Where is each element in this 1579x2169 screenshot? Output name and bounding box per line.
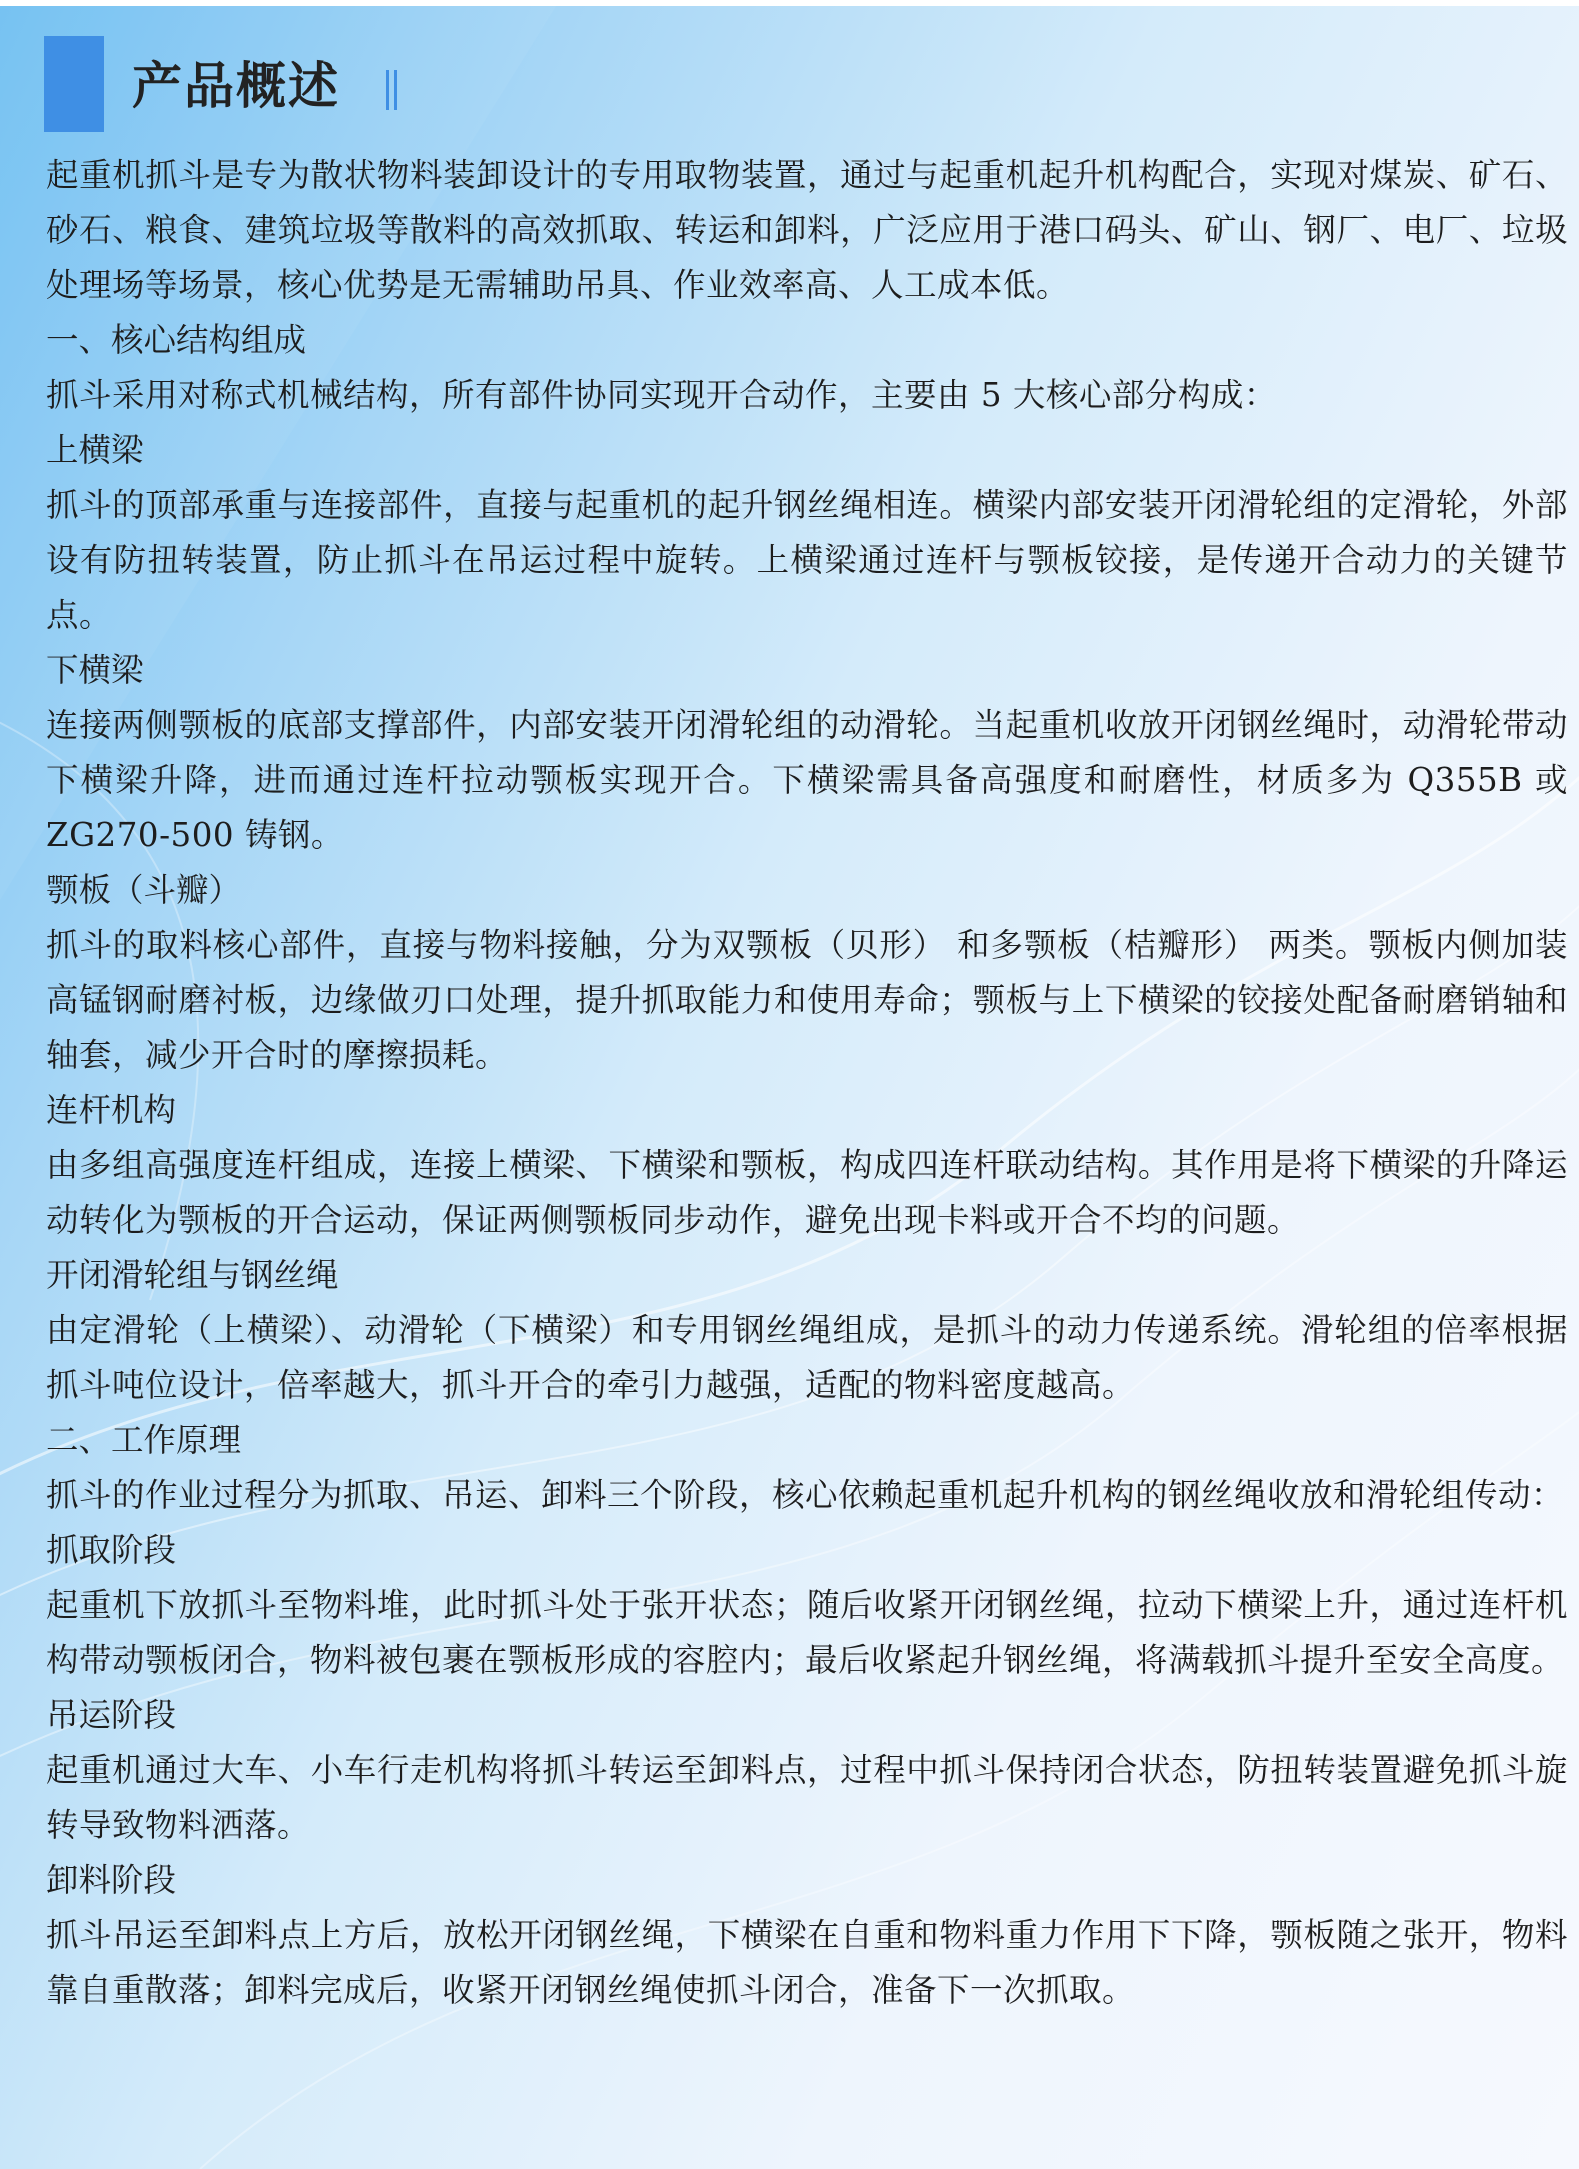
item-title-jaw-plate: 颚板（斗瓣） xyxy=(46,871,242,909)
part1-heading: 一、核心结构组成 xyxy=(46,321,307,359)
stage-title-grab: 抓取阶段 xyxy=(46,1531,177,1569)
item-body-pulley-rope: 由定滑轮（上横梁）、动滑轮（下横梁）和专用钢丝绳组成，是抓斗的动力传递系统。滑轮组的倍率根据抓斗吨位设计，倍率越大，抓斗开合的牵引力越强，适配的物料密度越高。 xyxy=(46,1311,1568,1404)
part1-intro: 抓斗采用对称式机械结构，所有部件协同实现开合动作，主要由 5 大核心部分构成： xyxy=(46,376,1277,414)
item-title-upper-beam: 上横梁 xyxy=(46,431,144,469)
stage-title-unload: 卸料阶段 xyxy=(46,1861,177,1899)
intro-paragraph: 起重机抓斗是专为散状物料装卸设计的专用取物装置，通过与起重机起升机构配合，实现对煤炭、矿石、砂石、粮食、建筑垃圾等散料的高效抓取、转运和卸料，广泛应用于港口码头、矿山、钢厂、电厂、垃圾处理场等场景，核心优势是无需辅助吊具、作业效率高、人工成本低。 xyxy=(46,156,1568,304)
stage-body-grab: 起重机下放抓斗至物料堆，此时抓斗处于张开状态；随后收紧开闭钢丝绳，拉动下横梁上升，通过连杆机构带动颚板闭合，物料被包裹在颚板形成的容腔内；最后收紧起升钢丝绳，将满载抓斗提升至安全高度。 xyxy=(46,1586,1568,1679)
part2-heading: 二、工作原理 xyxy=(46,1421,242,1459)
article-body xyxy=(46,148,1568,2018)
title-double-bar-icon xyxy=(386,70,400,110)
item-body-jaw-plate: 抓斗的取料核心部件，直接与物料接触，分为双颚板（贝形） 和多颚板（桔瓣形） 两类。颚板内侧加装高锰钢耐磨衬板，边缘做刃口处理，提升抓取能力和使用寿命；颚板与上下横梁的铰接处配备耐磨销轴和轴套，减少开合时的摩擦损耗。 xyxy=(46,926,1568,1074)
stage-title-transport: 吊运阶段 xyxy=(46,1696,177,1734)
item-body-upper-beam: 抓斗的顶部承重与连接部件，直接与起重机的起升钢丝绳相连。横梁内部安装开闭滑轮组的定滑轮，外部设有防扭转装置，防止抓斗在吊运过程中旋转。上横梁通过连杆与颚板铰接，是传递开合动力的关键节点。 xyxy=(46,486,1568,634)
section-header xyxy=(44,36,744,132)
header-accent-bar xyxy=(44,36,104,132)
top-strip xyxy=(0,0,1579,6)
stage-body-transport: 起重机通过大车、小车行走机构将抓斗转运至卸料点，过程中抓斗保持闭合状态，防扭转装置避免抓斗旋转导致物料洒落。 xyxy=(46,1751,1568,1844)
part2-intro: 抓斗的作业过程分为抓取、吊运、卸料三个阶段，核心依赖起重机起升机构的钢丝绳收放和滑轮组传动： xyxy=(46,1476,1565,1514)
item-title-linkage: 连杆机构 xyxy=(46,1091,177,1129)
section-title: 产品概述 xyxy=(132,57,340,115)
item-title-pulley-rope: 开闭滑轮组与钢丝绳 xyxy=(46,1256,339,1294)
stage-body-unload: 抓斗吊运至卸料点上方后，放松开闭钢丝绳，下横梁在自重和物料重力作用下下降，颚板随之张开，物料靠自重散落；卸料完成后，收紧开闭钢丝绳使抓斗闭合，准备下一次抓取。 xyxy=(46,1916,1568,2009)
item-title-lower-beam: 下横梁 xyxy=(46,651,144,689)
item-body-lower-beam: 连接两侧颚板的底部支撑部件，内部安装开闭滑轮组的动滑轮。当起重机收放开闭钢丝绳时，动滑轮带动下横梁升降，进而通过连杆拉动颚板实现开合。下横梁需具备高强度和耐磨性，材质多为 Q355B 或 ZG270-500 铸钢。 xyxy=(46,706,1568,854)
item-body-linkage: 由多组高强度连杆组成，连接上横梁、下横梁和颚板，构成四连杆联动结构。其作用是将下横梁的升降运动转化为颚板的开合运动，保证两侧颚板同步动作，避免出现卡料或开合不均的问题。 xyxy=(46,1146,1568,1239)
